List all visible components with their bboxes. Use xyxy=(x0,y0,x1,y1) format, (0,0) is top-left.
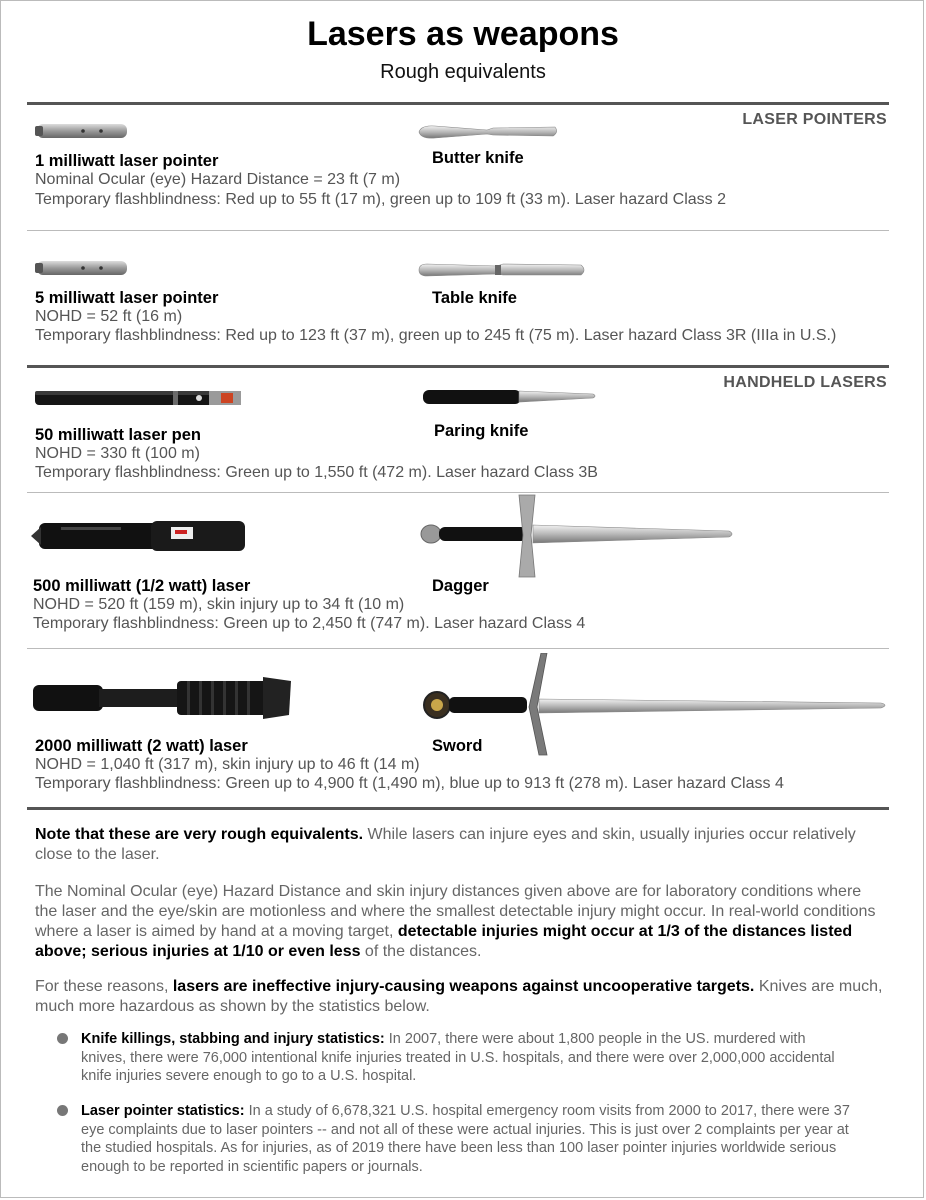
equivalent-name: Dagger xyxy=(432,577,489,595)
laser-pointer-icon xyxy=(35,121,129,141)
bullet-icon xyxy=(57,1105,68,1116)
item-detail-line: Temporary flashblindness: Red up to 123 ft (37 m), green up to 245 ft (75 m). Laser hazard Class 3R (IIIa in U.S.) xyxy=(35,327,837,344)
note-text: While lasers can injure eyes and skin, usually injuries occur relatively close to the laser. xyxy=(35,826,856,863)
equivalent-name: Table knife xyxy=(432,289,517,307)
bullet-paragraph xyxy=(81,1030,851,1086)
bullet-paragraph xyxy=(81,1102,851,1176)
item-detail-line: NOHD = 52 ft (16 m) xyxy=(35,308,183,325)
bullet-icon xyxy=(57,1033,68,1044)
item-detail-line: Nominal Ocular (eye) Hazard Distance = 23 ft (7 m) xyxy=(35,171,401,188)
note-paragraph xyxy=(35,977,885,1017)
item-detail-line: NOHD = 330 ft (100 m) xyxy=(35,445,200,462)
section-label-handheld-lasers: HANDHELD LASERS xyxy=(723,374,887,391)
item-title: 1 milliwatt laser pointer xyxy=(35,152,219,170)
equivalent-name: Butter knife xyxy=(432,149,524,167)
dagger-icon xyxy=(419,491,737,583)
item-title: 5 milliwatt laser pointer xyxy=(35,289,219,307)
bullet-heading: Laser pointer statistics: xyxy=(81,1103,245,1119)
laser-pen-icon xyxy=(33,387,245,409)
item-detail-line: Temporary flashblindness: Green up to 2,450 ft (747 m). Laser hazard Class 4 xyxy=(33,615,586,632)
equivalent-name: Paring knife xyxy=(434,422,529,440)
divider xyxy=(27,230,889,231)
bullet-heading: Knife killings, stabbing and injury statistics: xyxy=(81,1031,385,1047)
bullet-text: In 2007, there were about 1,800 people in the US. murdered with knives, there were 76,000 intentional knife injuries treated in U.S. hospitals, and there were over 2,000,000 accidental knife injuries severe enough to go to a U.S. hospital. xyxy=(81,1031,835,1084)
page-subtitle: Rough equivalents xyxy=(380,61,546,83)
bullet-text: In a study of 6,678,321 U.S. hospital emergency room visits from 2000 to 2017, there were 37 eye complaints due to laser pointers -- and not all of these were actual injuries. This is just over 2 complaints per year at the studied hospitals. As for injuries, as of 2019 there have been less than 100 laser pointer injuries worldwide serious enough to be reported in scientific papers or journals. xyxy=(81,1103,850,1175)
sword-icon xyxy=(421,653,891,757)
divider xyxy=(27,365,889,368)
note-text: For these reasons, xyxy=(35,978,173,995)
note-text: Knives are much, much more hazardous as shown by the statistics below. xyxy=(35,978,883,1015)
note-emphasis: Note that these are very rough equivalents. xyxy=(35,826,364,843)
item-title: 50 milliwatt laser pen xyxy=(35,426,201,444)
butter-knife-icon xyxy=(417,123,561,141)
item-title: 500 milliwatt (1/2 watt) laser xyxy=(33,577,251,595)
item-detail-line: Temporary flashblindness: Green up to 4,900 ft (1,490 m), blue up to 913 ft (278 m). Laser hazard Class 4 xyxy=(35,775,784,792)
note-emphasis: detectable injuries might occur at 1/3 of the distances listed above; serious injuries at 1/10 or even less xyxy=(35,923,853,960)
item-detail-line: NOHD = 1,040 ft (317 m), skin injury up to 46 ft (14 m) xyxy=(35,756,420,773)
note-text: The Nominal Ocular (eye) Hazard Distance and skin injury distances given above are for laboratory conditions where the laser and the eye/skin are motionless and where the smallest detectable injury might occur. In real-world conditions where a laser is aimed by hand at a moving target, xyxy=(35,883,876,940)
divider xyxy=(27,102,889,105)
divider xyxy=(27,648,889,649)
note-paragraph xyxy=(35,882,885,962)
note-paragraph xyxy=(35,825,885,865)
paring-knife-icon xyxy=(421,387,599,407)
laser-flashlight-icon xyxy=(31,517,245,555)
equivalent-name: Sword xyxy=(432,737,483,755)
table-knife-icon xyxy=(417,261,589,279)
laser-flashlight-icon xyxy=(31,675,293,721)
page-title: Lasers as weapons xyxy=(307,15,619,53)
divider xyxy=(27,807,889,810)
note-emphasis: lasers are ineffective injury-causing weapons against uncooperative targets. xyxy=(172,978,755,995)
item-detail-line: Temporary flashblindness: Red up to 55 ft (17 m), green up to 109 ft (33 m). Laser hazard Class 2 xyxy=(35,191,727,208)
laser-pointer-icon xyxy=(35,258,129,278)
note-text: of the distances. xyxy=(360,943,482,960)
item-title: 2000 milliwatt (2 watt) laser xyxy=(35,737,248,755)
item-detail-line: Temporary flashblindness: Green up to 1,550 ft (472 m). Laser hazard Class 3B xyxy=(35,464,598,481)
item-detail-line: NOHD = 520 ft (159 m), skin injury up to 34 ft (10 m) xyxy=(33,596,405,613)
section-label-laser-pointers: LASER POINTERS xyxy=(742,111,887,128)
